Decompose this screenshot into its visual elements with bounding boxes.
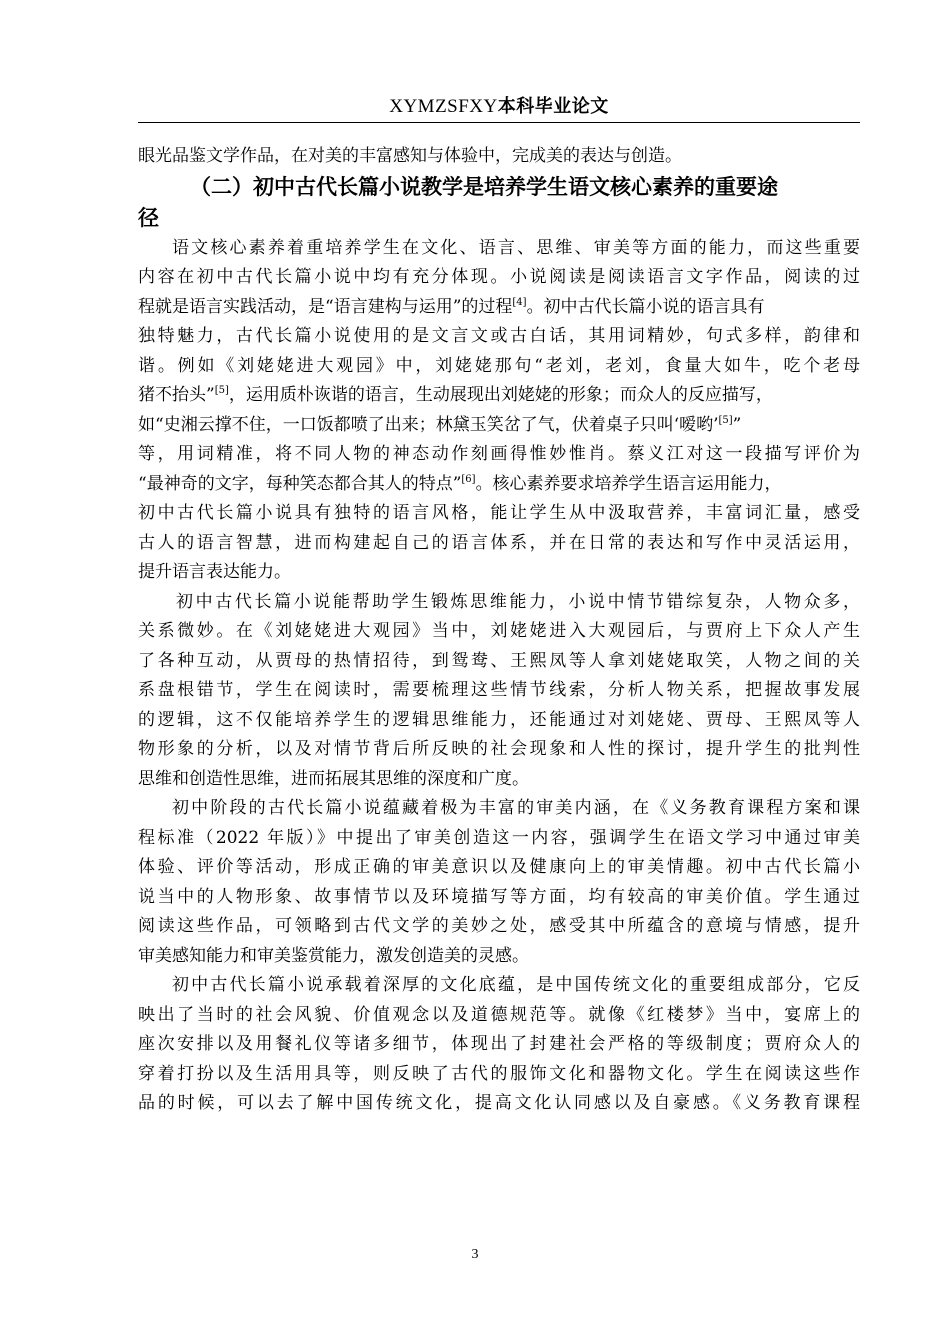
- page-header: [138, 92, 860, 122]
- paragraph-line: 说当中的人物形象、故事情节以及环境描写等方面，均有较高的审美价值。学生通过: [138, 886, 860, 907]
- page-number: 3: [471, 1247, 479, 1262]
- paragraph-line: 阅读这些作品，可领略到古代文学的美妙之处，感受其中所蕴含的意境与情感，提升: [138, 916, 860, 936]
- paragraph-line: [138, 293, 860, 323]
- header-title: 本科毕业论文: [497, 96, 609, 117]
- paragraph-line: 内容在初中古代长篇小说中均有充分体现。小说阅读是阅读语言文字作品，阅读的过: [138, 267, 860, 287]
- paragraph-line: 等，用词精准，将不同人物的神态动作刻画得惟妙惟肖。蔡义江对这一段描写评价为: [138, 444, 860, 464]
- section-heading: （二）初中古代长篇小说教学是培养学生语文核心素养的重要途: [190, 174, 778, 199]
- paragraph-line: 体验、评价等活动，形成正确的审美意识以及健康向上的审美情趣。初中古代长篇小: [138, 857, 860, 877]
- paragraph-line: 系盘根错节，学生在阅读时，需要梳理这些情节线索，分析人物关系，把握故事发展: [138, 680, 860, 700]
- paragraph-line: 独特魅力，古代长篇小说使用的是文言文或古白话，其用词精妙，句式多样，韵律和: [138, 326, 860, 346]
- paragraph-line: [138, 381, 860, 411]
- paragraph-line: [138, 470, 860, 500]
- paragraph-line: 初中阶段的古代长篇小说蕴藏着极为丰富的审美内涵，在《义务教育课程方案和课: [172, 798, 860, 818]
- paragraph-line: 映出了当时的社会风貌、价值观念以及道德规范等。就像《红楼梦》当中，宴席上的: [138, 1004, 860, 1025]
- paragraph-line: 关系微妙。在《刘姥姥进大观园》当中，刘姥姥进入大观园后，与贾府上下众人产生: [138, 621, 860, 641]
- header-code: XYMZSFXY: [389, 96, 498, 117]
- paragraph-line: 品的时候，可以去了解中国传统文化，提高文化认同感以及自豪感。《义务教育课程: [138, 1093, 860, 1113]
- paragraph-line: 物形象的分析，以及对情节背后所反映的社会现象和人性的探讨，提升学生的批判性: [138, 739, 860, 759]
- paragraph-line: 谐。例如《刘姥姥进大观园》中，刘姥姥那句“老刘，老刘，食量大如牛，吃个老母: [138, 355, 860, 376]
- paragraph-line: 初中古代长篇小说承载着深厚的文化底蕴，是中国传统文化的重要组成部分，它反: [172, 975, 860, 995]
- text-run: 。核心素养要求培养学生语言运用能力，: [475, 473, 782, 494]
- paragraph-line: 审美感知能力和审美鉴赏能力，激发创造美的灵感。: [138, 945, 529, 966]
- text-run: 如“史湘云撑不住，一口饭都喷了出来；林黛玉笑岔了气，伏着桌子只叫‘嗳哟’: [138, 414, 719, 435]
- paragraph-line: 提升语言表达能力。: [138, 562, 291, 582]
- text-run: 。初中古代长篇小说的语言具有: [526, 296, 765, 317]
- header-divider: [138, 122, 860, 123]
- paragraph-line: 初中古代长篇小说具有独特的语言风格，能让学生从中汲取营养，丰富词汇量，感受: [138, 503, 860, 523]
- paragraph-line: 的逻辑，这不仅能培养学生的逻辑思维能力，还能通过对刘姥姥、贾母、王熙凤等人: [138, 709, 860, 730]
- text-run: “最神奇的文字，每种笑态都合其人的特点”: [138, 473, 462, 494]
- text-run: 猪不抬头”: [138, 385, 215, 405]
- text-line: 眼光品鉴文学作品，在对美的丰富感知与体验中，完成美的表达与创造。: [138, 146, 682, 166]
- citation-ref: [4]: [512, 296, 527, 308]
- text-run: ，运用质朴诙谐的语言，生动展现出刘姥姥的形象；而众人的反应描写，: [228, 385, 773, 405]
- citation-ref: [6]: [461, 473, 476, 485]
- citation-ref: [5]: [718, 414, 733, 426]
- citation-ref: [5]: [214, 385, 229, 396]
- paragraph-line: 程标准（2022 年版）》中提出了审美创造这一内容，强调学生在语文学习中通过审美: [138, 827, 860, 848]
- paragraph-line: 语文核心素养着重培养学生在文化、语言、思维、审美等方面的能力，而这些重要: [172, 237, 860, 258]
- section-heading-cont: 径: [138, 205, 159, 230]
- paragraph-line: 古人的语言智慧，进而构建起自己的语言体系，并在日常的表达和写作中灵活运用，: [138, 532, 860, 553]
- paragraph-line: 初中古代长篇小说能帮助学生锻炼思维能力，小说中情节错综复杂，人物众多，: [176, 591, 860, 612]
- body-text: [138, 142, 860, 1119]
- paragraph-line: 穿着打扮以及生活用具等，则反映了古代的服饰文化和器物文化。学生在阅读这些作: [138, 1063, 860, 1084]
- paragraph-line: 座次安排以及用餐礼仪等诸多细节，体现出了封建社会严格的等级制度；贾府众人的: [138, 1034, 860, 1054]
- paragraph-line: 思维和创造性思维，进而拓展其思维的深度和广度。: [138, 768, 529, 789]
- paragraph-line: 了各种互动，从贾母的热情招待，到鸳鸯、王熙凤等人拿刘姥姥取笑，人物之间的关: [138, 650, 860, 671]
- paragraph-line: [138, 411, 860, 441]
- text-run: ”: [732, 414, 742, 435]
- text-run: 程就是语言实践活动，是“语言建构与运用”的过程: [138, 296, 513, 317]
